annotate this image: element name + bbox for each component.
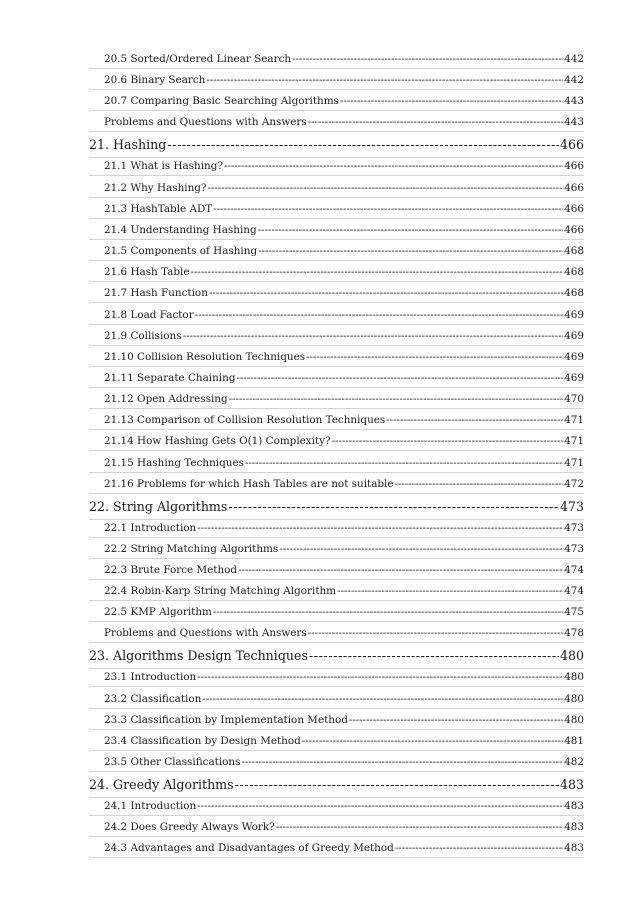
toc-entry-page-number: 481 — [564, 734, 584, 747]
toc-entry-title: 23.1 Introduction — [104, 671, 197, 684]
dot-leader — [235, 777, 559, 792]
row-separator — [89, 836, 584, 837]
toc-entry-page-number: 480 — [564, 692, 584, 705]
dot-leader — [276, 821, 563, 833]
dot-leader — [386, 414, 563, 426]
row-separator — [89, 579, 584, 580]
toc-section-entry[interactable] — [104, 245, 584, 261]
toc-entry-title: 21.10 Collision Resolution Techniques — [104, 350, 306, 363]
dot-leader — [302, 735, 563, 747]
row-separator — [89, 387, 584, 388]
row-separator — [89, 815, 584, 816]
row-separator — [89, 750, 584, 751]
dot-leader — [183, 330, 564, 342]
dot-leader — [208, 182, 564, 194]
row-separator — [89, 197, 584, 198]
toc-section-entry[interactable] — [104, 372, 584, 388]
toc-entry-page-number: 468 — [564, 245, 584, 258]
dot-leader — [213, 606, 563, 618]
toc-entry-title: 24.2 Does Greedy Always Work? — [104, 821, 275, 834]
toc-entry-title: 24.3 Advantages and Disadvantages of Greedy Method — [104, 842, 394, 855]
row-separator — [89, 472, 584, 473]
dot-leader — [241, 756, 563, 768]
toc-entry-page-number: 468 — [564, 266, 584, 279]
toc-section-entry[interactable] — [104, 95, 584, 111]
dot-leader — [224, 160, 563, 172]
toc-section-entry[interactable] — [104, 203, 584, 219]
toc-entry-title: 21.5 Components of Hashing — [104, 245, 258, 258]
row-separator — [89, 110, 584, 111]
row-separator — [89, 239, 584, 240]
row-separator — [89, 408, 584, 409]
dot-leader — [308, 627, 563, 639]
dot-leader — [308, 116, 563, 128]
toc-entry-page-number: 469 — [564, 308, 584, 321]
toc-entry-title: 22.4 Robin-Karp String Matching Algorithm — [104, 585, 337, 598]
toc-entry-page-number: 466 — [559, 137, 584, 153]
dot-leader — [213, 203, 563, 215]
toc-entry-title: 21.1 What is Hashing? — [104, 160, 223, 173]
row-separator — [89, 600, 584, 601]
toc-entry-title: 22.2 String Matching Algorithms — [104, 542, 279, 555]
toc-entry-title: 21.13 Comparison of Collision Resolution Techniques — [104, 414, 386, 427]
toc-entry-title: 21.3 HashTable ADT — [104, 202, 213, 215]
row-separator — [89, 537, 584, 538]
row-separator — [89, 797, 584, 798]
row-separator — [89, 89, 584, 90]
toc-section-entry[interactable] — [104, 351, 584, 367]
dot-leader — [209, 287, 563, 299]
toc-entry-page-number: 442 — [564, 74, 584, 87]
toc-entry-title: 21.8 Load Factor — [104, 308, 194, 321]
row-separator — [89, 429, 584, 430]
toc-entry-page-number: 473 — [559, 498, 584, 514]
row-separator — [89, 345, 584, 346]
toc-entry-title: 21.14 How Hashing Gets O(1) Complexity? — [104, 435, 331, 448]
toc-entry-page-number: 466 — [564, 181, 584, 194]
row-separator — [89, 558, 584, 559]
toc-section-entry[interactable] — [104, 842, 584, 858]
dot-leader — [309, 648, 559, 663]
toc-chapter-entry[interactable] — [89, 137, 584, 155]
row-separator — [89, 519, 584, 520]
toc-entry-title: 21. Hashing — [89, 137, 167, 153]
row-separator — [89, 686, 584, 687]
dot-leader — [306, 351, 563, 363]
toc-entry-page-number: 471 — [564, 456, 584, 469]
toc-chapter-entry[interactable] — [89, 499, 584, 517]
dot-leader — [202, 693, 563, 705]
toc-entry-page-number: 466 — [564, 160, 584, 173]
toc-entry-page-number: 474 — [564, 564, 584, 576]
toc-entry-title: 22. String Algorithms — [89, 498, 228, 514]
row-separator — [89, 771, 584, 772]
toc-entry-page-number: 482 — [564, 756, 584, 769]
row-separator — [89, 260, 584, 261]
dot-leader — [340, 95, 563, 107]
toc-entry-page-number: 472 — [564, 477, 584, 490]
row-separator — [89, 621, 584, 622]
toc-entry-page-number: 483 — [559, 777, 584, 793]
toc-section-entry[interactable] — [104, 182, 584, 198]
toc-section-entry[interactable] — [104, 287, 584, 303]
toc-section-entry[interactable] — [104, 160, 584, 176]
dot-leader — [349, 714, 563, 726]
toc-entry-page-number: 469 — [564, 371, 584, 384]
toc-entry-title: 22.3 Brute Force Method — [104, 564, 238, 576]
toc-entry-page-number: 475 — [564, 606, 584, 619]
toc-entry-page-number: 468 — [564, 287, 584, 300]
row-separator — [89, 68, 584, 69]
toc-section-entry[interactable] — [104, 309, 584, 325]
toc-entry-page-number: 443 — [564, 116, 584, 129]
toc-entry-title: 23.3 Classification by Implementation Method — [104, 713, 348, 726]
dot-leader — [236, 372, 563, 384]
dot-leader — [167, 137, 559, 152]
toc-section-entry[interactable] — [104, 821, 584, 837]
toc-entry-page-number: 483 — [564, 842, 584, 855]
dot-leader — [238, 564, 563, 576]
row-separator — [89, 324, 584, 325]
toc-entry-title: 21.11 Separate Chaining — [104, 371, 236, 384]
toc-entry-title: 23.2 Classification — [104, 692, 202, 705]
toc-section-entry[interactable] — [104, 756, 584, 772]
toc-entry-page-number: 480 — [559, 648, 584, 664]
toc-entry-title: 24.1 Introduction — [104, 800, 197, 813]
toc-section-entry[interactable] — [104, 224, 584, 240]
toc-entry-title: 21.7 Hash Function — [104, 287, 208, 300]
row-separator — [89, 281, 584, 282]
toc-entry-title: Problems and Questions with Answers — [104, 627, 307, 640]
dot-leader — [228, 499, 559, 514]
toc-section-entry[interactable] — [104, 116, 584, 132]
toc-section-entry[interactable] — [104, 393, 584, 409]
toc-section-entry[interactable] — [104, 330, 584, 346]
toc-entry-page-number: 480 — [564, 671, 584, 684]
row-separator — [89, 729, 584, 730]
toc-entry-title: 20.5 Sorted/Ordered Linear Search — [104, 53, 292, 65]
toc-entry-title: 23.4 Classification by Design Method — [104, 734, 301, 747]
dot-leader — [279, 543, 563, 555]
row-separator — [89, 302, 584, 303]
toc-entry-title: 21.12 Open Addressing — [104, 393, 228, 406]
toc-section-entry[interactable] — [104, 53, 584, 69]
toc-entry-page-number: 471 — [564, 414, 584, 427]
toc-entry-page-number: 473 — [564, 542, 584, 555]
toc-section-entry[interactable] — [104, 74, 584, 90]
toc-section-entry[interactable] — [104, 800, 584, 816]
toc-entry-title: 20.6 Binary Search — [104, 74, 206, 87]
toc-entry-page-number: 443 — [564, 95, 584, 108]
toc-section-entry[interactable] — [104, 606, 584, 622]
row-separator — [89, 668, 584, 669]
toc-section-entry[interactable] — [104, 543, 584, 559]
dot-leader — [395, 842, 563, 854]
toc-section-entry[interactable] — [104, 457, 584, 473]
toc-entry-page-number: 474 — [564, 585, 584, 598]
toc-section-entry[interactable] — [104, 266, 584, 282]
toc-entry-page-number: 473 — [564, 521, 584, 534]
toc-entry-title: 21.16 Problems for which Hash Tables are not suitable — [104, 477, 394, 490]
row-separator — [89, 157, 584, 158]
row-separator — [89, 642, 584, 643]
toc-chapter-entry[interactable] — [89, 777, 584, 795]
toc-entry-page-number: 466 — [564, 223, 584, 236]
toc-entry-title: 21.15 Hashing Techniques — [104, 456, 244, 469]
dot-leader — [258, 245, 563, 257]
toc-section-entry[interactable] — [104, 714, 584, 730]
toc-entry-page-number: 470 — [564, 393, 584, 406]
toc-section-entry[interactable] — [104, 735, 584, 751]
toc-entry-title: 23. Algorithms Design Techniques — [89, 648, 308, 664]
dot-leader — [292, 53, 563, 65]
row-separator — [89, 366, 584, 367]
toc-entry-page-number: 478 — [564, 627, 584, 640]
dot-leader — [190, 266, 563, 278]
toc-section-entry[interactable] — [104, 414, 584, 430]
dot-leader — [337, 585, 563, 597]
toc-entry-title: 21.9 Collisions — [104, 329, 182, 342]
row-separator — [89, 450, 584, 451]
dot-leader — [258, 224, 564, 236]
toc-entry-title: 23.5 Other Classifications — [104, 756, 241, 769]
toc-entry-title: 21.2 Why Hashing? — [104, 181, 207, 194]
dot-leader — [197, 800, 563, 812]
dot-leader — [245, 457, 563, 469]
row-separator — [89, 857, 584, 858]
toc-entry-title: 24. Greedy Algorithms — [89, 777, 234, 793]
dot-leader — [332, 435, 564, 447]
toc-section-entry[interactable] — [104, 585, 584, 601]
dot-leader — [206, 74, 563, 86]
toc-entry-title: 20.7 Comparing Basic Searching Algorithms — [104, 95, 339, 108]
toc-chapter-entry[interactable] — [89, 648, 584, 666]
dot-leader — [229, 393, 564, 405]
row-separator — [89, 708, 584, 709]
toc-entry-title: Problems and Questions with Answers — [104, 116, 307, 129]
toc-section-entry[interactable] — [104, 671, 584, 687]
toc-entry-page-number: 469 — [564, 350, 584, 363]
toc-section-entry[interactable] — [104, 693, 584, 709]
toc-entry-page-number: 471 — [564, 435, 584, 448]
dot-leader — [395, 478, 564, 490]
row-separator — [89, 218, 584, 219]
dot-leader — [197, 522, 563, 534]
toc-entry-page-number: 466 — [564, 202, 584, 215]
toc-entry-title: 22.5 KMP Algorithm — [104, 606, 212, 619]
toc-entry-page-number: 483 — [564, 821, 584, 834]
row-separator — [89, 131, 584, 132]
toc-section-entry[interactable] — [104, 564, 584, 580]
toc-section-entry[interactable] — [104, 522, 584, 538]
dot-leader — [195, 309, 563, 321]
dot-leader — [197, 671, 563, 683]
toc-entry-title: 22.1 Introduction — [104, 521, 197, 534]
toc-section-entry[interactable] — [104, 435, 584, 451]
toc-entry-page-number: 483 — [564, 800, 584, 813]
row-separator — [89, 493, 584, 494]
toc-entry-page-number: 480 — [564, 713, 584, 726]
row-separator — [89, 175, 584, 176]
toc-entry-title: 21.6 Hash Table — [104, 266, 190, 279]
toc-entry-page-number: 442 — [564, 53, 584, 65]
toc-entry-title: 21.4 Understanding Hashing — [104, 223, 257, 236]
toc-section-entry[interactable] — [104, 627, 584, 643]
toc-entry-page-number: 469 — [564, 329, 584, 342]
toc-section-entry[interactable] — [104, 478, 584, 494]
